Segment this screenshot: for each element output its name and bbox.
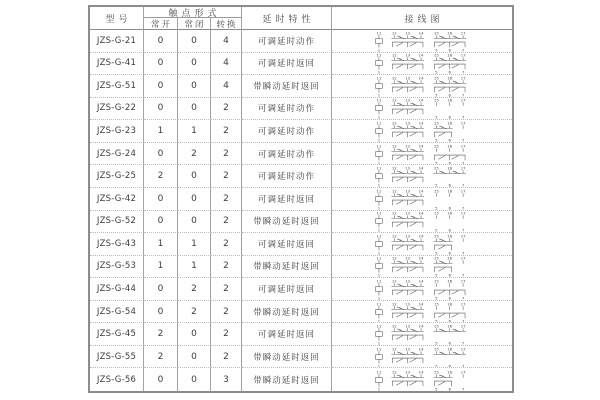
svg-text:17: 17: [460, 188, 466, 194]
svg-text:13: 13: [405, 188, 411, 194]
svg-text:15: 15: [433, 323, 439, 329]
model-cell: JZS-G-41: [90, 53, 144, 76]
normally-open-cell: 0: [144, 98, 178, 121]
wiring-diagram: [366, 346, 478, 368]
svg-text:17: 17: [460, 165, 466, 171]
svg-text:1: 1: [377, 295, 381, 300]
header-wiring-diagram: 接线图: [332, 7, 512, 30]
normally-closed-cell: 0: [178, 346, 211, 369]
svg-text:11: 11: [376, 97, 382, 103]
svg-text:16: 16: [447, 97, 453, 103]
normally-closed-cell: 0: [178, 75, 211, 98]
svg-text:1: 1: [377, 250, 381, 255]
svg-text:7: 7: [461, 47, 465, 52]
svg-text:16: 16: [447, 188, 453, 194]
wiring-diagram: [366, 53, 478, 75]
svg-text:13: 13: [405, 323, 411, 329]
model-cell: JZS-G-51: [90, 75, 144, 98]
svg-text:6: 6: [448, 295, 451, 300]
svg-text:12: 12: [391, 300, 397, 306]
svg-text:7: 7: [461, 137, 465, 143]
svg-text:14: 14: [418, 165, 424, 171]
svg-text:7: 7: [461, 160, 465, 165]
svg-text:6: 6: [448, 386, 451, 391]
model-cell: JZS-G-52: [90, 211, 144, 234]
svg-text:7: 7: [461, 295, 465, 300]
svg-text:16: 16: [447, 30, 453, 36]
wiring-diagram-cell: [332, 143, 512, 166]
svg-text:6: 6: [448, 69, 451, 75]
svg-text:14: 14: [418, 52, 424, 58]
model-cell: JZS-G-55: [90, 346, 144, 369]
wiring-diagram-cell: [332, 98, 512, 121]
svg-text:13: 13: [405, 255, 411, 261]
svg-text:13: 13: [405, 300, 411, 306]
changeover-cell: 2: [211, 278, 242, 301]
normally-closed-cell: 0: [178, 165, 211, 188]
svg-text:5: 5: [435, 363, 438, 368]
svg-text:14: 14: [418, 369, 424, 375]
svg-text:7: 7: [461, 340, 465, 346]
svg-text:13: 13: [405, 120, 411, 126]
svg-text:13: 13: [405, 75, 411, 81]
svg-text:1: 1: [377, 340, 381, 346]
model-cell: JZS-G-25: [90, 165, 144, 188]
svg-text:17: 17: [460, 278, 466, 284]
svg-text:14: 14: [418, 233, 424, 239]
model-cell: JZS-G-22: [90, 98, 144, 121]
svg-text:17: 17: [460, 255, 466, 261]
svg-text:7: 7: [461, 250, 465, 255]
normally-closed-cell: 1: [178, 120, 211, 143]
svg-text:14: 14: [418, 278, 424, 284]
relay-spec-table: [88, 5, 514, 393]
wiring-diagram-cell: [332, 346, 512, 369]
svg-text:1: 1: [377, 160, 381, 165]
svg-text:17: 17: [460, 97, 466, 103]
svg-text:16: 16: [447, 52, 453, 58]
delay-property-cell: 可调延时动作: [242, 98, 332, 121]
svg-text:15: 15: [433, 233, 439, 239]
normally-open-cell: 0: [144, 143, 178, 166]
wiring-diagram-cell: [332, 53, 512, 76]
svg-text:12: 12: [391, 142, 397, 148]
svg-text:15: 15: [433, 278, 439, 284]
svg-text:11: 11: [376, 52, 382, 58]
svg-text:5: 5: [435, 250, 438, 255]
wiring-diagram-cell: [332, 233, 512, 256]
wiring-diagram-cell: [332, 188, 512, 211]
wiring-diagram-cell: [332, 278, 512, 301]
svg-text:13: 13: [405, 233, 411, 239]
svg-text:11: 11: [376, 188, 382, 194]
normally-closed-cell: 0: [178, 188, 211, 211]
svg-text:5: 5: [435, 205, 438, 210]
svg-text:13: 13: [405, 142, 411, 148]
svg-text:6: 6: [448, 182, 451, 188]
wiring-diagram: [366, 211, 478, 233]
delay-property-cell: 可调延时动作: [242, 165, 332, 188]
svg-text:1: 1: [377, 363, 381, 368]
wiring-diagram-cell: [332, 165, 512, 188]
normally-open-cell: 2: [144, 165, 178, 188]
wiring-diagram: [366, 165, 478, 187]
svg-text:5: 5: [435, 47, 438, 52]
normally-closed-cell: 2: [178, 143, 211, 166]
svg-text:11: 11: [376, 346, 382, 352]
svg-text:6: 6: [448, 92, 451, 97]
svg-text:16: 16: [447, 278, 453, 284]
changeover-cell: 2: [211, 233, 242, 256]
model-cell: JZS-G-23: [90, 120, 144, 143]
svg-text:13: 13: [405, 165, 411, 171]
normally-open-cell: 0: [144, 368, 178, 391]
svg-text:7: 7: [461, 92, 465, 97]
svg-text:1: 1: [377, 317, 381, 323]
changeover-cell: 2: [211, 323, 242, 346]
svg-text:7: 7: [461, 363, 465, 368]
model-cell: JZS-G-56: [90, 368, 144, 391]
wiring-diagram: [366, 143, 478, 165]
normally-closed-cell: 0: [178, 368, 211, 391]
svg-text:15: 15: [433, 346, 439, 352]
svg-text:17: 17: [460, 120, 466, 126]
svg-text:12: 12: [391, 233, 397, 239]
changeover-cell: 2: [211, 120, 242, 143]
svg-text:5: 5: [435, 137, 438, 143]
delay-property-cell: 带瞬动延时返回: [242, 256, 332, 279]
svg-text:13: 13: [405, 278, 411, 284]
svg-text:14: 14: [418, 188, 424, 194]
delay-property-cell: 可调延时动作: [242, 30, 332, 53]
svg-text:6: 6: [448, 272, 451, 278]
svg-text:14: 14: [418, 30, 424, 36]
svg-text:17: 17: [460, 233, 466, 239]
delay-property-cell: 可调延时动作: [242, 120, 332, 143]
changeover-cell: 2: [211, 211, 242, 234]
changeover-cell: 2: [211, 188, 242, 211]
svg-text:11: 11: [376, 75, 382, 81]
svg-text:15: 15: [433, 52, 439, 58]
delay-property-cell: 可调延时返回: [242, 188, 332, 211]
changeover-cell: 4: [211, 30, 242, 53]
header-normally-open: 常开: [144, 18, 178, 30]
normally-open-cell: 1: [144, 256, 178, 279]
svg-text:15: 15: [433, 165, 439, 171]
wiring-diagram-cell: [332, 256, 512, 279]
svg-text:13: 13: [405, 52, 411, 58]
svg-text:6: 6: [448, 137, 451, 143]
svg-text:5: 5: [435, 182, 438, 188]
svg-text:14: 14: [418, 346, 424, 352]
normally-open-cell: 0: [144, 301, 178, 324]
svg-text:16: 16: [447, 210, 453, 216]
wiring-diagram-cell: [332, 368, 512, 391]
svg-text:1: 1: [377, 92, 381, 97]
model-cell: JZS-G-45: [90, 323, 144, 346]
svg-text:6: 6: [448, 317, 451, 323]
delay-property-cell: 带瞬动延时返回: [242, 211, 332, 234]
svg-text:11: 11: [376, 165, 382, 171]
wiring-diagram: [366, 30, 478, 52]
normally-closed-cell: 0: [178, 30, 211, 53]
svg-text:11: 11: [376, 210, 382, 216]
svg-text:13: 13: [405, 97, 411, 103]
svg-text:5: 5: [435, 386, 438, 391]
svg-text:15: 15: [433, 30, 439, 36]
normally-open-cell: 0: [144, 53, 178, 76]
wiring-diagram: [366, 233, 478, 255]
svg-text:11: 11: [376, 278, 382, 284]
svg-text:7: 7: [461, 69, 465, 75]
svg-text:5: 5: [435, 317, 438, 323]
normally-closed-cell: 1: [178, 233, 211, 256]
svg-text:11: 11: [376, 323, 382, 329]
wiring-diagram: [366, 323, 478, 345]
wiring-diagram: [366, 188, 478, 210]
svg-text:17: 17: [460, 75, 466, 81]
svg-text:16: 16: [447, 323, 453, 329]
changeover-cell: 4: [211, 75, 242, 98]
normally-closed-cell: 0: [178, 98, 211, 121]
svg-text:14: 14: [418, 97, 424, 103]
model-cell: JZS-G-53: [90, 256, 144, 279]
svg-text:1: 1: [377, 69, 381, 75]
delay-property-cell: 可调延时返回: [242, 278, 332, 301]
svg-text:1: 1: [377, 227, 381, 233]
delay-property-cell: 可调延时返回: [242, 233, 332, 256]
wiring-diagram-cell: [332, 75, 512, 98]
svg-text:15: 15: [433, 300, 439, 306]
svg-text:14: 14: [418, 323, 424, 329]
svg-text:16: 16: [447, 120, 453, 126]
svg-text:5: 5: [435, 69, 438, 75]
svg-text:7: 7: [461, 317, 465, 323]
svg-text:14: 14: [418, 75, 424, 81]
wiring-diagram: [366, 256, 478, 278]
normally-closed-cell: 1: [178, 256, 211, 279]
svg-text:5: 5: [435, 92, 438, 97]
svg-text:16: 16: [447, 255, 453, 261]
svg-text:16: 16: [447, 346, 453, 352]
svg-text:12: 12: [391, 323, 397, 329]
changeover-cell: 3: [211, 368, 242, 391]
header-contact-form: 触点形式: [144, 7, 242, 18]
delay-property-cell: 带瞬动延时返回: [242, 346, 332, 369]
svg-text:5: 5: [435, 295, 438, 300]
svg-text:5: 5: [435, 160, 438, 165]
svg-text:7: 7: [461, 227, 465, 233]
svg-text:14: 14: [418, 210, 424, 216]
svg-text:6: 6: [448, 160, 451, 165]
model-cell: JZS-G-54: [90, 301, 144, 324]
wiring-diagram-cell: [332, 211, 512, 234]
normally-open-cell: 0: [144, 188, 178, 211]
svg-text:6: 6: [448, 47, 451, 52]
svg-text:6: 6: [448, 250, 451, 255]
svg-text:5: 5: [435, 227, 438, 233]
svg-text:15: 15: [433, 255, 439, 261]
normally-open-cell: 0: [144, 75, 178, 98]
svg-text:17: 17: [460, 142, 466, 148]
svg-text:5: 5: [435, 114, 438, 120]
changeover-cell: 2: [211, 346, 242, 369]
svg-text:17: 17: [460, 210, 466, 216]
svg-text:5: 5: [435, 272, 438, 278]
normally-open-cell: 0: [144, 278, 178, 301]
delay-property-cell: 带瞬动延时返回: [242, 368, 332, 391]
svg-text:12: 12: [391, 210, 397, 216]
changeover-cell: 4: [211, 53, 242, 76]
svg-text:11: 11: [376, 300, 382, 306]
svg-text:6: 6: [448, 340, 451, 346]
wiring-diagram-cell: [332, 120, 512, 143]
changeover-cell: 2: [211, 143, 242, 166]
svg-text:15: 15: [433, 97, 439, 103]
svg-text:16: 16: [447, 233, 453, 239]
svg-text:6: 6: [448, 205, 451, 210]
wiring-diagram: [366, 75, 478, 97]
normally-closed-cell: 0: [178, 323, 211, 346]
wiring-diagram-cell: [332, 301, 512, 324]
svg-text:16: 16: [447, 369, 453, 375]
svg-text:17: 17: [460, 300, 466, 306]
svg-text:13: 13: [405, 30, 411, 36]
delay-property-cell: 可调延时返回: [242, 323, 332, 346]
svg-text:11: 11: [376, 369, 382, 375]
svg-text:1: 1: [377, 205, 381, 210]
svg-text:12: 12: [391, 346, 397, 352]
svg-text:1: 1: [377, 182, 381, 188]
model-cell: JZS-G-44: [90, 278, 144, 301]
svg-text:12: 12: [391, 165, 397, 171]
wiring-diagram-cell: [332, 323, 512, 346]
svg-text:15: 15: [433, 75, 439, 81]
wiring-diagram: [366, 301, 478, 323]
header-changeover: 转换: [211, 18, 242, 30]
svg-text:7: 7: [461, 182, 465, 188]
wiring-diagram: [366, 278, 478, 300]
svg-text:13: 13: [405, 369, 411, 375]
svg-text:17: 17: [460, 30, 466, 36]
svg-text:14: 14: [418, 142, 424, 148]
delay-property-cell: 可调延时返回: [242, 53, 332, 76]
svg-text:7: 7: [461, 205, 465, 210]
model-cell: JZS-G-43: [90, 233, 144, 256]
svg-text:11: 11: [376, 142, 382, 148]
svg-text:7: 7: [461, 272, 465, 278]
svg-text:1: 1: [377, 137, 381, 143]
model-cell: JZS-G-24: [90, 143, 144, 166]
svg-text:16: 16: [447, 165, 453, 171]
svg-text:15: 15: [433, 369, 439, 375]
svg-text:14: 14: [418, 255, 424, 261]
svg-text:12: 12: [391, 75, 397, 81]
svg-text:17: 17: [460, 369, 466, 375]
changeover-cell: 2: [211, 165, 242, 188]
wiring-diagram: [366, 369, 478, 391]
svg-text:13: 13: [405, 346, 411, 352]
header-model: 型号: [90, 7, 144, 30]
svg-text:12: 12: [391, 255, 397, 261]
model-cell: JZS-G-42: [90, 188, 144, 211]
svg-text:15: 15: [433, 210, 439, 216]
normally-open-cell: 1: [144, 120, 178, 143]
svg-text:12: 12: [391, 278, 397, 284]
svg-text:14: 14: [418, 300, 424, 306]
svg-text:16: 16: [447, 75, 453, 81]
svg-text:7: 7: [461, 114, 465, 120]
header-delay-property: 延时特性: [242, 7, 332, 30]
svg-text:7: 7: [461, 386, 465, 391]
svg-text:13: 13: [405, 210, 411, 216]
svg-text:12: 12: [391, 30, 397, 36]
svg-text:16: 16: [447, 142, 453, 148]
svg-text:11: 11: [376, 233, 382, 239]
normally-open-cell: 1: [144, 233, 178, 256]
delay-property-cell: 可调延时动作: [242, 143, 332, 166]
svg-text:6: 6: [448, 114, 451, 120]
model-cell: JZS-G-21: [90, 30, 144, 53]
wiring-diagram: [366, 120, 478, 142]
svg-text:1: 1: [377, 114, 381, 120]
normally-closed-cell: 2: [178, 301, 211, 324]
normally-open-cell: 2: [144, 323, 178, 346]
normally-open-cell: 0: [144, 30, 178, 53]
normally-closed-cell: 2: [178, 278, 211, 301]
normally-closed-cell: 0: [178, 211, 211, 234]
normally-open-cell: 2: [144, 346, 178, 369]
wiring-diagram: [366, 98, 478, 120]
svg-text:11: 11: [376, 120, 382, 126]
svg-text:11: 11: [376, 30, 382, 36]
svg-text:17: 17: [460, 346, 466, 352]
normally-closed-cell: 0: [178, 53, 211, 76]
svg-text:15: 15: [433, 120, 439, 126]
wiring-diagram-cell: [332, 30, 512, 53]
svg-text:15: 15: [433, 142, 439, 148]
svg-text:17: 17: [460, 52, 466, 58]
svg-text:6: 6: [448, 227, 451, 233]
svg-text:12: 12: [391, 52, 397, 58]
svg-text:1: 1: [377, 272, 381, 278]
svg-text:5: 5: [435, 340, 438, 346]
changeover-cell: 2: [211, 301, 242, 324]
svg-text:17: 17: [460, 323, 466, 329]
normally-open-cell: 0: [144, 211, 178, 234]
svg-text:11: 11: [376, 255, 382, 261]
svg-text:12: 12: [391, 188, 397, 194]
svg-text:12: 12: [391, 369, 397, 375]
header-normally-closed: 常闭: [178, 18, 211, 30]
svg-text:1: 1: [377, 47, 381, 52]
svg-text:14: 14: [418, 120, 424, 126]
changeover-cell: 2: [211, 98, 242, 121]
delay-property-cell: 带瞬动延时返回: [242, 301, 332, 324]
svg-text:1: 1: [377, 386, 381, 391]
svg-text:16: 16: [447, 300, 453, 306]
svg-text:6: 6: [448, 363, 451, 368]
delay-property-cell: 带瞬动延时返回: [242, 75, 332, 98]
svg-text:15: 15: [433, 188, 439, 194]
svg-text:12: 12: [391, 97, 397, 103]
changeover-cell: 2: [211, 256, 242, 279]
svg-text:12: 12: [391, 120, 397, 126]
